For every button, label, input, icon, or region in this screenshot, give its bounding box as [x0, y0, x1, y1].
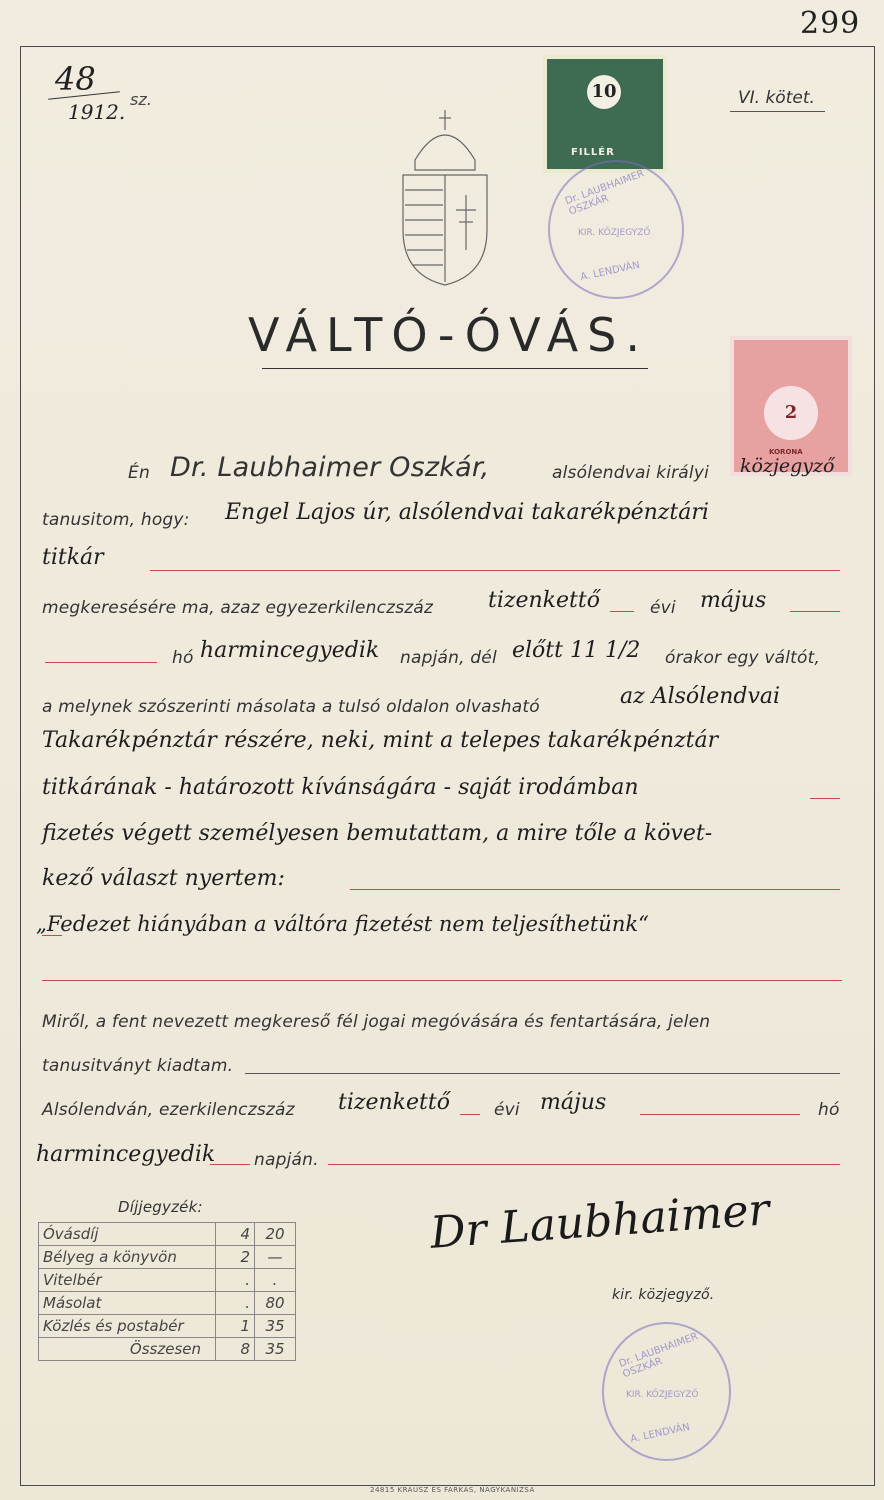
fee-amount-filler: —	[255, 1246, 296, 1269]
document-title: VÁLTÓ-ÓVÁS.	[248, 308, 649, 362]
closing-underline-2	[245, 1073, 840, 1074]
closing-line-3-post: hó	[818, 1100, 840, 1120]
stamp-large-text: KORONA	[769, 448, 803, 456]
l2-hand: Engel Lajos úr, alsólendvai takarékpénztári	[225, 500, 709, 525]
printer-imprint: 24815 KRAUSZ ÉS FARKAS, NAGYKANIZSA	[370, 1486, 535, 1494]
registration-sz-label: sz.	[130, 90, 152, 109]
l5-hand1: harmincegyedik	[200, 638, 380, 663]
ruled-line-c4a	[210, 1164, 250, 1165]
l5-mid: hó	[172, 648, 194, 668]
fee-total-korona: 8	[216, 1338, 255, 1361]
closing-line-2: tanusitványt kiadtam.	[42, 1056, 234, 1076]
ruled-line-c4b	[328, 1164, 840, 1165]
l5-hand2: előtt 11 1/2	[512, 638, 641, 663]
coat-of-arms	[395, 100, 495, 290]
fee-row	[39, 1223, 296, 1246]
ruled-line-11	[42, 935, 62, 936]
registration-number: 48	[55, 60, 96, 98]
l11-hand: „Fedezet hiányában a váltóra fizetést nem teljesíthetünk“	[36, 912, 649, 936]
fee-amount-filler: 20	[255, 1223, 296, 1246]
stamp-small-value: 10	[587, 75, 621, 109]
fee-total-row	[39, 1338, 296, 1361]
fee-row	[39, 1269, 296, 1292]
fee-amount-korona: .	[216, 1269, 255, 1292]
fee-label: Bélyeg a könyvön	[39, 1246, 216, 1269]
fee-amount-korona: 2	[216, 1246, 255, 1269]
fee-amount-filler: 80	[255, 1292, 296, 1315]
ruled-line-4b	[790, 611, 840, 612]
l5-mid2: napján, dél	[400, 648, 497, 668]
l4-mid: évi	[650, 598, 676, 618]
closing-line-3-mid: évi	[494, 1100, 520, 1120]
l3-hand: titkár	[42, 545, 104, 570]
volume-label: VI. kötet.	[738, 88, 815, 108]
l1-post: alsólendvai királyi	[552, 463, 710, 483]
fee-row	[39, 1315, 296, 1338]
l10-hand: kező választ nyertem:	[42, 866, 285, 891]
fees-table	[38, 1222, 296, 1361]
l4-pre: megkeresésére ma, azaz egyezerkilenczszáz	[42, 598, 434, 618]
l6-hand: az Alsólendvai	[620, 684, 781, 709]
l9-hand: fizetés végett személyesen bemutattam, a mire tőle a követ-	[42, 821, 713, 846]
ruled-line-4a	[610, 611, 634, 612]
l5-post: órakor egy váltót,	[665, 648, 821, 668]
ruled-line-8	[810, 798, 840, 799]
fee-label: Közlés és postabér	[39, 1315, 216, 1338]
stamp-large-value: 2	[764, 386, 818, 440]
notary-signature: Dr Laubhaimer	[428, 1184, 772, 1259]
closing-line-4-post: napján.	[254, 1150, 319, 1170]
fee-amount-korona: 4	[216, 1223, 255, 1246]
fee-amount-korona: .	[216, 1292, 255, 1315]
seal-mid-text: KIR. KÖZJEGYZŐ	[578, 228, 651, 238]
stamp-small-text: FILLÉR	[571, 147, 615, 158]
l8-hand: titkárának - határozott kívánságára - saját irodámban	[42, 775, 639, 800]
fee-row	[39, 1246, 296, 1269]
ruled-line-12	[42, 980, 842, 981]
fee-total-label: Összesen	[39, 1338, 216, 1361]
l7-hand: Takarékpénztár részére, neki, mint a telepes takarékpénztár	[42, 728, 719, 753]
seal2-bottom-text: A. LENDVÁN	[629, 1421, 691, 1446]
closing-line-3-pre: Alsólendván, ezerkilenczszáz	[42, 1100, 295, 1120]
closing-line-1: Miről, a fent nevezett megkereső fél jogai megóvására és fentartására, jelen	[42, 1012, 711, 1032]
l4-hand2: május	[700, 588, 767, 613]
signature-title: kir. közjegyző.	[612, 1287, 715, 1303]
ruled-line-c3a	[460, 1114, 480, 1115]
fee-amount-filler: 35	[255, 1315, 296, 1338]
closing-line-4-hand: harmincegyedik	[36, 1142, 216, 1167]
seal-bottom-text: A. LENDVÁN	[579, 259, 641, 284]
registration-year: 1912.	[68, 100, 126, 124]
fee-row	[39, 1292, 296, 1315]
notary-name: Dr. Laubhaimer Oszkár,	[170, 452, 490, 483]
fee-total-filler: 35	[255, 1338, 296, 1361]
seal-top-text: Dr. LAUBHAIMER OSZKÁR	[563, 168, 646, 218]
fee-label: Óvásdíj	[39, 1223, 216, 1246]
l1-hand: közjegyző	[740, 455, 835, 477]
fee-amount-filler: .	[255, 1269, 296, 1292]
l1-pre: Én	[128, 463, 150, 483]
page-number: 299	[800, 6, 861, 41]
ruled-line-c3b	[640, 1114, 800, 1115]
closing-line-3-hand2: május	[540, 1090, 607, 1115]
title-underline	[262, 368, 648, 369]
fee-label: Vitelbér	[39, 1269, 216, 1292]
l2-pre: tanusitom, hogy:	[42, 510, 190, 530]
fee-amount-korona: 1	[216, 1315, 255, 1338]
ruled-line-3	[150, 570, 840, 571]
notary-seal-top	[548, 160, 684, 299]
revenue-stamp-small	[543, 55, 667, 173]
closing-line-3-hand1: tizenkettő	[338, 1090, 450, 1115]
ruled-line-5a	[45, 662, 157, 663]
seal2-mid-text: KIR. KÖZJEGYZŐ	[626, 1390, 699, 1400]
seal2-top-text: Dr. LAUBHAIMER OSZKÁR	[617, 1331, 700, 1381]
l6-pre: a melynek szószerinti másolata a tulsó oldalon olvasható	[42, 697, 540, 717]
l4-hand1: tizenkettő	[488, 588, 600, 613]
volume-underline	[730, 111, 825, 112]
fee-label: Másolat	[39, 1292, 216, 1315]
notary-seal-bottom	[602, 1322, 731, 1461]
ruled-line-10	[350, 889, 840, 890]
fees-title: Díjjegyzék:	[118, 1198, 203, 1216]
